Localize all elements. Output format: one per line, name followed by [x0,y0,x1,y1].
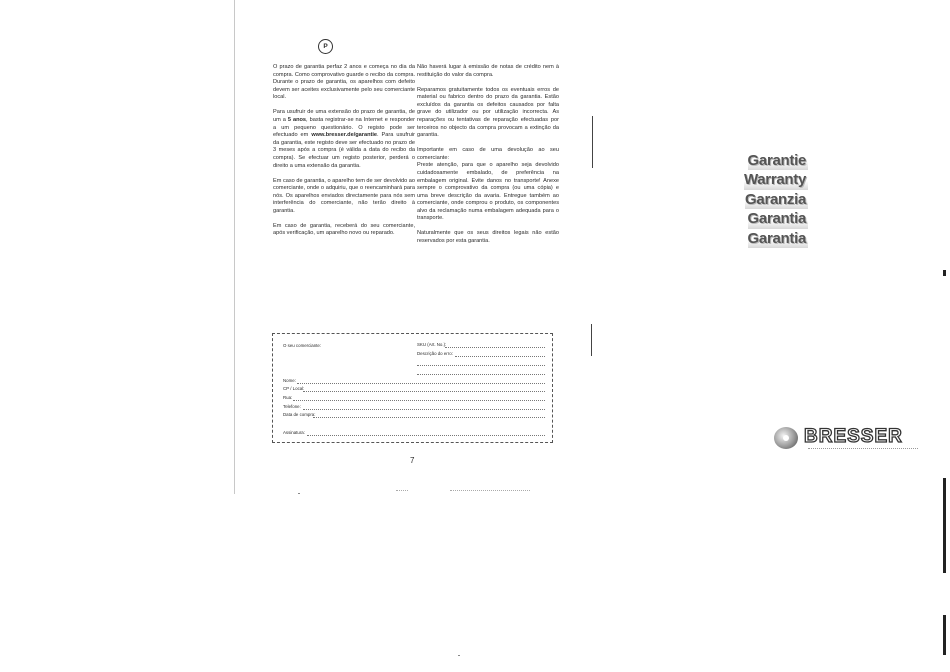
defect-field-2[interactable] [417,365,545,366]
art-number-label: SKU (Art. No.): [417,342,447,347]
purchase-date-label: Data de compra: [283,412,316,417]
scan-artifact-line-1 [396,490,408,491]
warranty-url[interactable]: www.bresser.de/garantie [311,132,378,139]
street-field[interactable] [293,400,545,401]
signature-field[interactable] [307,435,545,436]
left-paragraph-2: Para usufruir de uma extensão do prazo de garantia, de um a 5 anos, basta registrar-se na Internet e responder a um pequeno questionário. O registo pode ser efectuado em www.bresser.de/garantie. Para usufruir da garantia, este registo deve ser efectuado no prazo de 3 meses após a compra (é válida a data do recibo da compra). Se efectuar um registo posterior, perderá o direito a uma extensão da garantia. [273,109,416,169]
language-tabs [738,151,808,248]
logo-text: BRESSER [804,426,903,447]
page-number: 7 [410,456,415,465]
left-text-column [273,64,415,245]
tab-garantie: Garantie [747,152,806,169]
signature-label: Assinatura: [283,430,305,435]
defect-label: Descrição do erro: [417,351,453,356]
defect-field-1[interactable] [455,356,545,357]
phone-label: Telefone: [283,404,301,409]
tab-garantia-2: Garantia [747,229,806,247]
scan-artifact-line-2 [450,490,530,491]
dealer-label: O seu comerciante: [283,343,322,348]
art-number-field[interactable] [445,347,545,348]
right-paragraph-3: Importante em caso de uma devolução ao seu comerciante: [417,147,559,161]
left-paragraph-1: O prazo de garantia perfaz 2 anos e começa no dia da compra. Como comprovativo guarde o recibo da compra. Durante o prazo de garantia, os aparelhos com defeito devem ser aceites exclusivamente pelo seu comerciante local. [273,64,415,101]
right-paragraph-5: Naturalmente que os seus direitos legais não estão reservados por esta garantia. [417,230,559,245]
warranty-form [272,333,553,443]
zip-field[interactable] [303,391,545,392]
margin-bar-2 [591,324,592,356]
right-paragraph-4: Preste atenção, para que o aparelho seja devolvido cuidadosamente embalado, de preferência na embalagem original. Evite danos no transporte! Anexe sempre o comprovativo da compra (ou uma cópia) e uma breve descrição da avaria. Entregue também ao comerciante, onde comprou o produto, os componentes alvo da reclamação numa embalagem adequada para o transporte. [417,162,559,222]
purchase-date-field[interactable] [313,417,545,418]
scan-speck-1 [298,493,300,494]
margin-bar-1 [592,116,593,168]
tab-garanzia: Garanzia [745,190,806,208]
logo-globe-icon [774,427,798,449]
right-edge-mark-mid [943,478,946,573]
right-text-column [417,64,559,253]
right-paragraph-1: Não haverá lugar à emissão de notas de crédito nem à restituição do valor da compra. [417,64,559,78]
logo-underline [808,448,918,452]
defect-field-3[interactable] [417,374,545,375]
tab-warranty: Warranty [743,171,806,189]
name-field[interactable] [297,383,545,384]
right-edge-mark-top [943,270,946,276]
right-edge-mark-bottom [943,615,946,655]
left-paragraph-4: Em caso de garantia, receberá do seu comerciante, após verificação, um aparelho novo ou reparado. [273,222,415,237]
right-paragraph-2: Reparamos gratuitamente todos os eventuais erros de material ou fabrico dentro do prazo da garantia. Estão excluídos da garantia os defeitos causados por falta grave do utilizador ou por utilização incorrecta. As reparações ou tentativas de reparação efectuadas por terceiros no objecto da compra provocam a extinção da garantia. [417,86,559,139]
language-badge: P [318,39,333,54]
phone-field[interactable] [303,409,545,410]
tab-garantia-1: Garantia [747,210,806,228]
name-label: Nome: [283,378,296,383]
left-paragraph-3: Em caso de garantia, o aparelho tem de ser devolvido ao comerciante, onde o adquiriu, que o reencaminhará para nós. Os aparelhos enviados directamente para nós sem interferência do comerciante, não terão direito à garantia. [273,177,415,214]
scan-speck-2 [458,655,460,656]
street-label: Rua: [283,395,293,400]
left-margin-line [234,0,235,494]
zip-label: CP / Local: [283,386,305,391]
